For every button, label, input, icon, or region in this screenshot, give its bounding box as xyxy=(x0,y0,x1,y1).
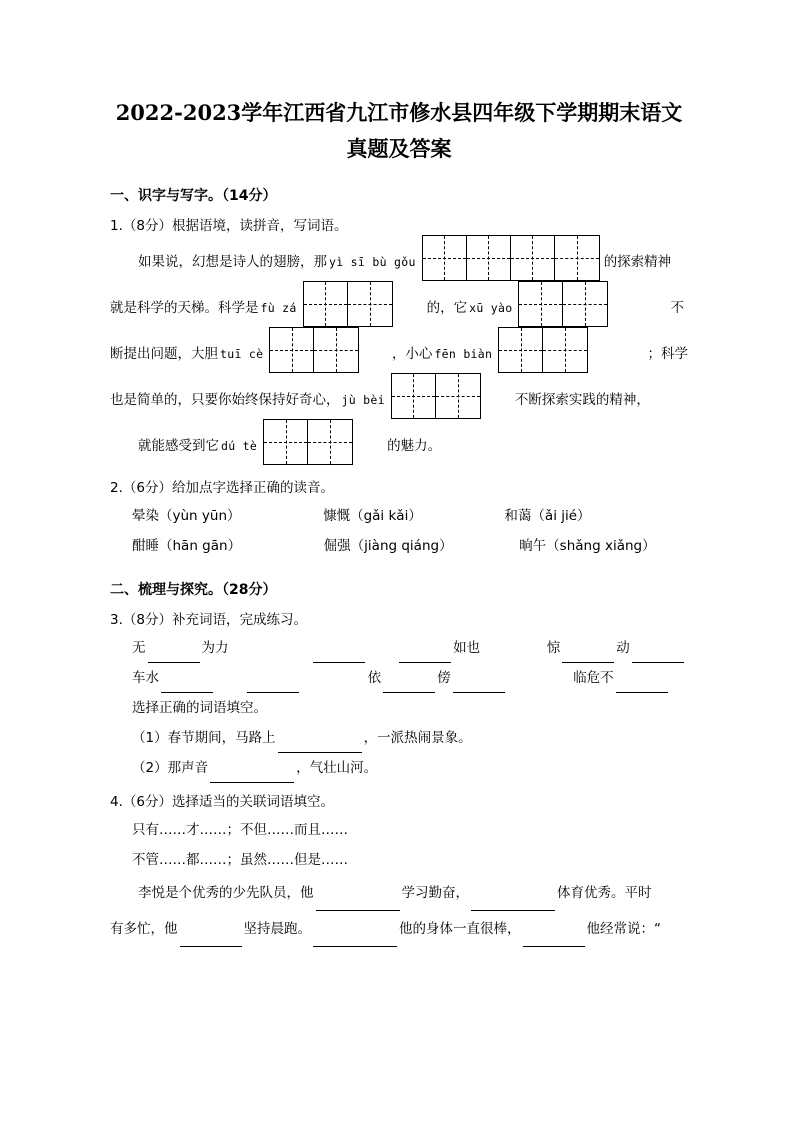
q3-fill-item-2 xyxy=(110,753,688,783)
q1-line-2-pinyin-2: xū yào xyxy=(469,301,513,315)
writing-box-cell[interactable] xyxy=(436,374,480,418)
writing-box-cell[interactable] xyxy=(499,328,543,372)
writing-box-cell[interactable] xyxy=(519,282,563,326)
writing-box-cell[interactable] xyxy=(314,328,358,372)
idiom-item xyxy=(547,633,686,663)
idiom-text: 临危不 xyxy=(573,670,614,686)
writing-box-group[interactable] xyxy=(269,327,359,373)
q1-line-1-pre: 如果说，幻想是诗人的翅膀，那 xyxy=(138,254,327,270)
q1-line-2-post: 不 xyxy=(670,300,684,316)
page-content xyxy=(110,95,688,947)
q4-conjunction-line-1: 只有……才……；不但……而且…… xyxy=(132,822,348,838)
q1-line-5-pre: 就能感受到它 xyxy=(138,438,219,454)
fill-item-post: ，一派热闹景象。 xyxy=(363,730,472,746)
idiom-item xyxy=(368,663,507,693)
q1-line-3-pre: 断提出问题，大胆 xyxy=(110,346,218,362)
idiom-text: 车水 xyxy=(132,670,159,686)
passage-text: 李悦是个优秀的少先队员，他 xyxy=(138,885,314,901)
q1-line-4 xyxy=(110,377,688,423)
q1-line-3-pinyin-2: fēn biàn xyxy=(434,347,493,361)
answer-blank[interactable] xyxy=(210,769,294,784)
passage-text: 他的身体一直很棒， xyxy=(399,921,521,937)
writing-box-group[interactable] xyxy=(498,327,588,373)
q2-choice-item[interactable]: 倔强（jiàng qiáng） xyxy=(323,538,453,554)
answer-blank[interactable] xyxy=(161,679,213,694)
q1-line-3-post: ；科学 xyxy=(647,346,688,362)
q1-line-4-pre: 也是简单的，只要你始终保持好奇心， xyxy=(110,392,340,408)
writing-box-cell[interactable] xyxy=(563,282,607,326)
q4-conjunction-line-2: 不管……都……；虽然……但是…… xyxy=(132,852,348,868)
answer-blank[interactable] xyxy=(313,933,397,948)
q2-choice-item[interactable]: 晕染（yùn yūn） xyxy=(132,508,241,524)
writing-box-cell[interactable] xyxy=(270,328,314,372)
q1-line-3 xyxy=(110,331,688,377)
title-line-1: 2022-2023学年江西省九江市修水县四年级下学期期末语文 xyxy=(115,100,683,125)
idiom-text: 动 xyxy=(616,640,630,656)
q1-line-1-post: 的探索精神 xyxy=(603,254,672,270)
question-3-stem: 3.（8分）补充词语，完成练习。 xyxy=(110,612,307,628)
q3-fill-item-1 xyxy=(110,723,688,753)
writing-box-cell[interactable] xyxy=(511,236,555,280)
passage-text: 体育优秀。平时 xyxy=(557,885,652,901)
q2-choice-item[interactable]: 酣睡（hān gān） xyxy=(132,538,242,554)
q1-line-3-mid: ，小心 xyxy=(391,346,433,362)
answer-blank[interactable] xyxy=(278,739,362,754)
idiom-text: 如也 xyxy=(453,640,481,656)
title-line-2: 真题及答案 xyxy=(346,136,452,161)
q1-line-2-pinyin-1: fù zá xyxy=(260,301,297,315)
answer-blank[interactable] xyxy=(471,897,555,912)
q1-line-2 xyxy=(110,285,688,331)
idiom-text: 依 xyxy=(367,670,382,686)
writing-box-cell[interactable] xyxy=(308,420,352,464)
writing-box-cell[interactable] xyxy=(304,282,348,326)
page-title xyxy=(110,95,688,167)
idiom-item xyxy=(132,633,229,663)
q2-choice-item[interactable]: 慷慨（gǎi kǎi） xyxy=(323,508,422,524)
idiom-text: 惊 xyxy=(546,640,561,656)
q1-line-4-pinyin: jù bèi xyxy=(341,393,385,407)
answer-blank[interactable] xyxy=(247,679,299,694)
passage-text: 有多忙，他 xyxy=(110,921,178,937)
q1-line-5-post: 的魅力。 xyxy=(387,438,442,454)
answer-blank[interactable] xyxy=(453,679,505,694)
q1-line-3-pinyin-1: tuī cè xyxy=(220,347,264,361)
q1-line-4-post: 不断探索实践的精神， xyxy=(514,392,650,408)
answer-blank[interactable] xyxy=(562,649,614,664)
q3-idiom-row-1 xyxy=(110,633,688,663)
passage-text: 坚持晨跑。 xyxy=(243,921,311,937)
q2-choices-row-1 xyxy=(110,501,688,531)
q1-line-2-pre: 就是科学的天梯。科学是 xyxy=(110,300,259,316)
q2-choice-item[interactable]: 和蔼（ǎi jié） xyxy=(504,508,591,524)
question-1-stem: 1.（8分）根据语境，读拼音，写词语。 xyxy=(110,218,348,234)
idiom-text: 傍 xyxy=(437,670,451,686)
writing-box-cell[interactable] xyxy=(348,282,392,326)
idiom-text: 无 xyxy=(132,640,146,656)
writing-box-cell[interactable] xyxy=(467,236,511,280)
answer-blank[interactable] xyxy=(316,897,400,912)
answer-blank[interactable] xyxy=(632,649,684,664)
writing-box-group[interactable] xyxy=(422,235,600,281)
idiom-item xyxy=(132,663,301,693)
q1-line-1 xyxy=(110,239,688,285)
fill-item-pre: （1）春节期间，马路上 xyxy=(132,730,276,746)
passage-text: 学习勤奋， xyxy=(401,885,469,901)
writing-box-cell[interactable] xyxy=(555,236,599,280)
answer-blank[interactable] xyxy=(523,933,585,948)
idiom-item xyxy=(573,663,670,693)
q4-passage-line-1 xyxy=(110,875,688,911)
q2-choice-item[interactable]: 晌午（shǎng xiǎng） xyxy=(519,538,656,554)
answer-blank[interactable] xyxy=(180,933,242,948)
q4-passage-line-2 xyxy=(110,911,688,947)
q3-idiom-row-2 xyxy=(110,663,688,693)
writing-box-group[interactable] xyxy=(391,373,481,419)
answer-blank[interactable] xyxy=(399,649,451,664)
writing-box-cell[interactable] xyxy=(264,420,308,464)
writing-box-group[interactable] xyxy=(518,281,608,327)
q3-sub-stem: 选择正确的词语填空。 xyxy=(132,700,267,716)
fill-item-pre: （2）那声音 xyxy=(132,760,209,776)
idiom-text: 为力 xyxy=(201,640,229,656)
answer-blank[interactable] xyxy=(313,649,365,664)
answer-blank[interactable] xyxy=(148,649,200,664)
q1-line-5 xyxy=(110,423,688,469)
q1-line-5-pinyin: dú tè xyxy=(221,439,258,453)
writing-box-cell[interactable] xyxy=(543,328,587,372)
q1-line-1-pinyin: yì sī bù gǒu xyxy=(329,255,416,269)
answer-blank[interactable] xyxy=(616,679,668,694)
writing-box-cell[interactable] xyxy=(392,374,436,418)
section-heading-1: 一、识字与写字。（14分） xyxy=(110,188,277,204)
fill-item-post: ，气壮山河。 xyxy=(296,760,378,776)
passage-text: 他经常说：“ xyxy=(586,921,661,937)
writing-box-group[interactable] xyxy=(303,281,393,327)
section-heading-2: 二、梳理与探究。（28分） xyxy=(110,582,277,598)
idiom-item xyxy=(311,633,480,663)
q1-line-2-mid: 的，它 xyxy=(426,300,468,316)
writing-box-group[interactable] xyxy=(263,419,353,465)
q2-choices-row-2 xyxy=(110,531,688,561)
writing-box-cell[interactable] xyxy=(423,236,467,280)
question-2-stem: 2.（6分）给加点字选择正确的读音。 xyxy=(110,480,334,496)
question-4-stem: 4.（6分）选择适当的关联词语填空。 xyxy=(110,794,334,810)
answer-blank[interactable] xyxy=(383,679,435,694)
